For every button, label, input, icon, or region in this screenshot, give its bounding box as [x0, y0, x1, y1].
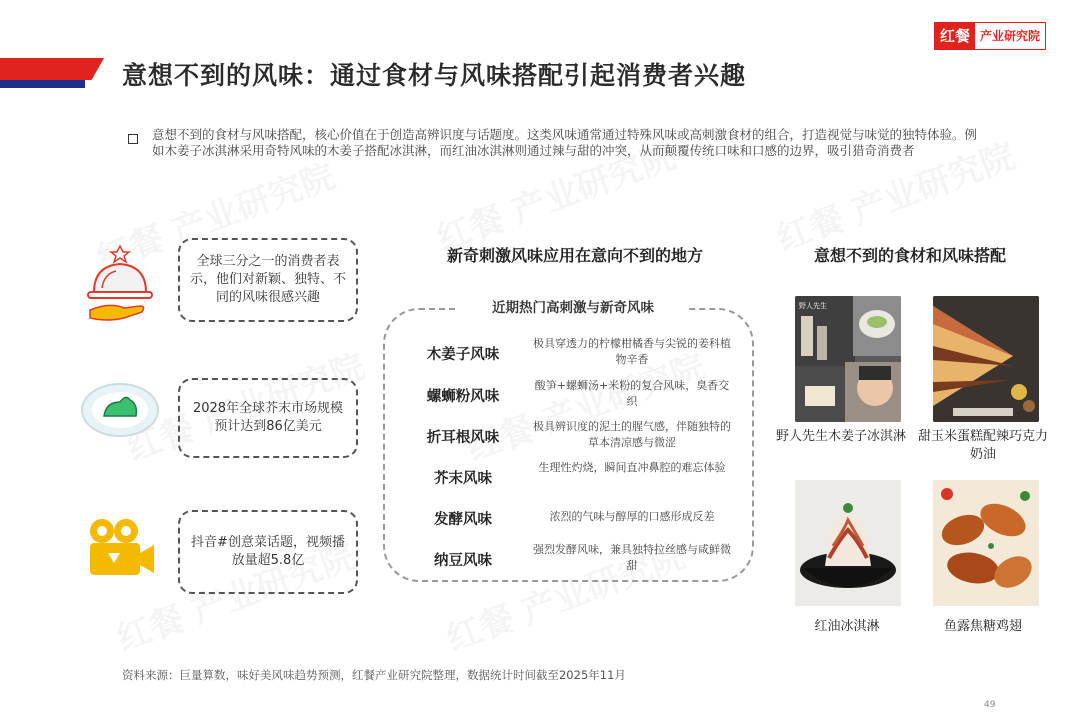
photo-red-oil-ice-cream — [795, 480, 901, 606]
logo-main-text: 红餐 — [935, 23, 975, 49]
source-note: 资料来源：巨量算数，味好美风味趋势预测，红餐产业研究院整理，数据统计时间截至2025年11月 — [122, 668, 626, 682]
flavor-name: 螺蛳粉风味 — [426, 389, 500, 405]
flavor-desc: 强烈发酵风味，兼具独特拉丝感与咸鲜微甜 — [533, 543, 731, 572]
middle-section-title: 新奇刺激风味应用在意向不到的地方 — [446, 246, 703, 265]
flavor-desc: 浓烈的气味与醇厚的口感形成反差 — [549, 510, 715, 523]
caption-fish-sauce-wings: 鱼露焦糖鸡翅 — [943, 619, 1022, 634]
stat-text: 2028年全球芥末市场规模预计达到86亿美元 — [192, 401, 344, 434]
cloche-icon — [80, 244, 160, 324]
caption-wild-man-ice-cream: 野人先生木姜子冰淇淋 — [776, 429, 907, 444]
photo-corn-cake — [933, 296, 1039, 422]
caption-corn-cake: 甜玉米蛋糕配辣巧克力奶油 — [918, 429, 1049, 462]
stat-text: 全球三分之一的消费者表示，他们对新颖、独特、不同的风味很感兴趣 — [189, 254, 346, 305]
stat-box-consumer-interest — [178, 238, 358, 322]
stat-box-douyin-views — [178, 510, 358, 594]
flavor-list-subtitle: 近期热门高刺激与新奇风味 — [458, 296, 688, 316]
wasabi-plate-icon — [80, 380, 160, 460]
flavor-name: 发酵风味 — [434, 512, 492, 528]
logo-sub-text: 产业研究院 — [975, 23, 1045, 49]
photo-overlay-text: 野人先生 — [799, 302, 827, 310]
flavor-desc: 极具穿透力的柠檬柑橘香与尖锐的姜科植物辛香 — [533, 337, 731, 366]
photo-fish-sauce-wings — [933, 480, 1039, 606]
flavor-name: 纳豆风味 — [434, 553, 492, 569]
flavor-desc: 酸笋+螺蛳汤+米粉的复合风味，臭香交织 — [534, 379, 730, 408]
page-number: 49 — [984, 700, 996, 710]
stat-text: 抖音#创意菜话题，视频播放量超5.8亿 — [191, 535, 345, 568]
flavor-name: 折耳根风味 — [426, 430, 500, 446]
flavor-desc: 生理性灼烧，瞬间直冲鼻腔的难忘体验 — [538, 461, 726, 474]
brand-logo — [934, 22, 1046, 50]
flavor-name: 木姜子风味 — [426, 347, 500, 363]
right-section-title: 意想不到的食材和风味搭配 — [813, 246, 1006, 265]
flavor-desc: 极具辨识度的泥土的腥气感，伴随独特的草本清凉感与微涩 — [533, 420, 731, 449]
bullet-square-icon — [128, 134, 138, 144]
caption-red-oil-ice-cream: 红油冰淇淋 — [814, 619, 880, 634]
flavor-name: 芥末风味 — [434, 471, 492, 487]
page-title: 意想不到的风味：通过食材与风味搭配引起消费者兴趣 — [122, 61, 747, 90]
video-camera-icon — [80, 515, 160, 595]
intro-paragraph: 意想不到的食材与风味搭配，核心价值在于创造高辨识度与话题度。这类风味通常通过特殊风味或高刺激食材的组合，打造视觉与味觉的独特体验。例如木姜子冰淇淋采用奇特风味的木姜子搭配冰淇淋，而红油冰淇淋则通过辣与甜的冲突，从而颠覆传统口味和口感的边界，吸引猎奇消费者 — [152, 127, 978, 158]
stat-box-wasabi-market — [178, 378, 358, 458]
header-accent-red — [0, 58, 104, 80]
photo-wild-man-ice-cream — [795, 296, 901, 422]
